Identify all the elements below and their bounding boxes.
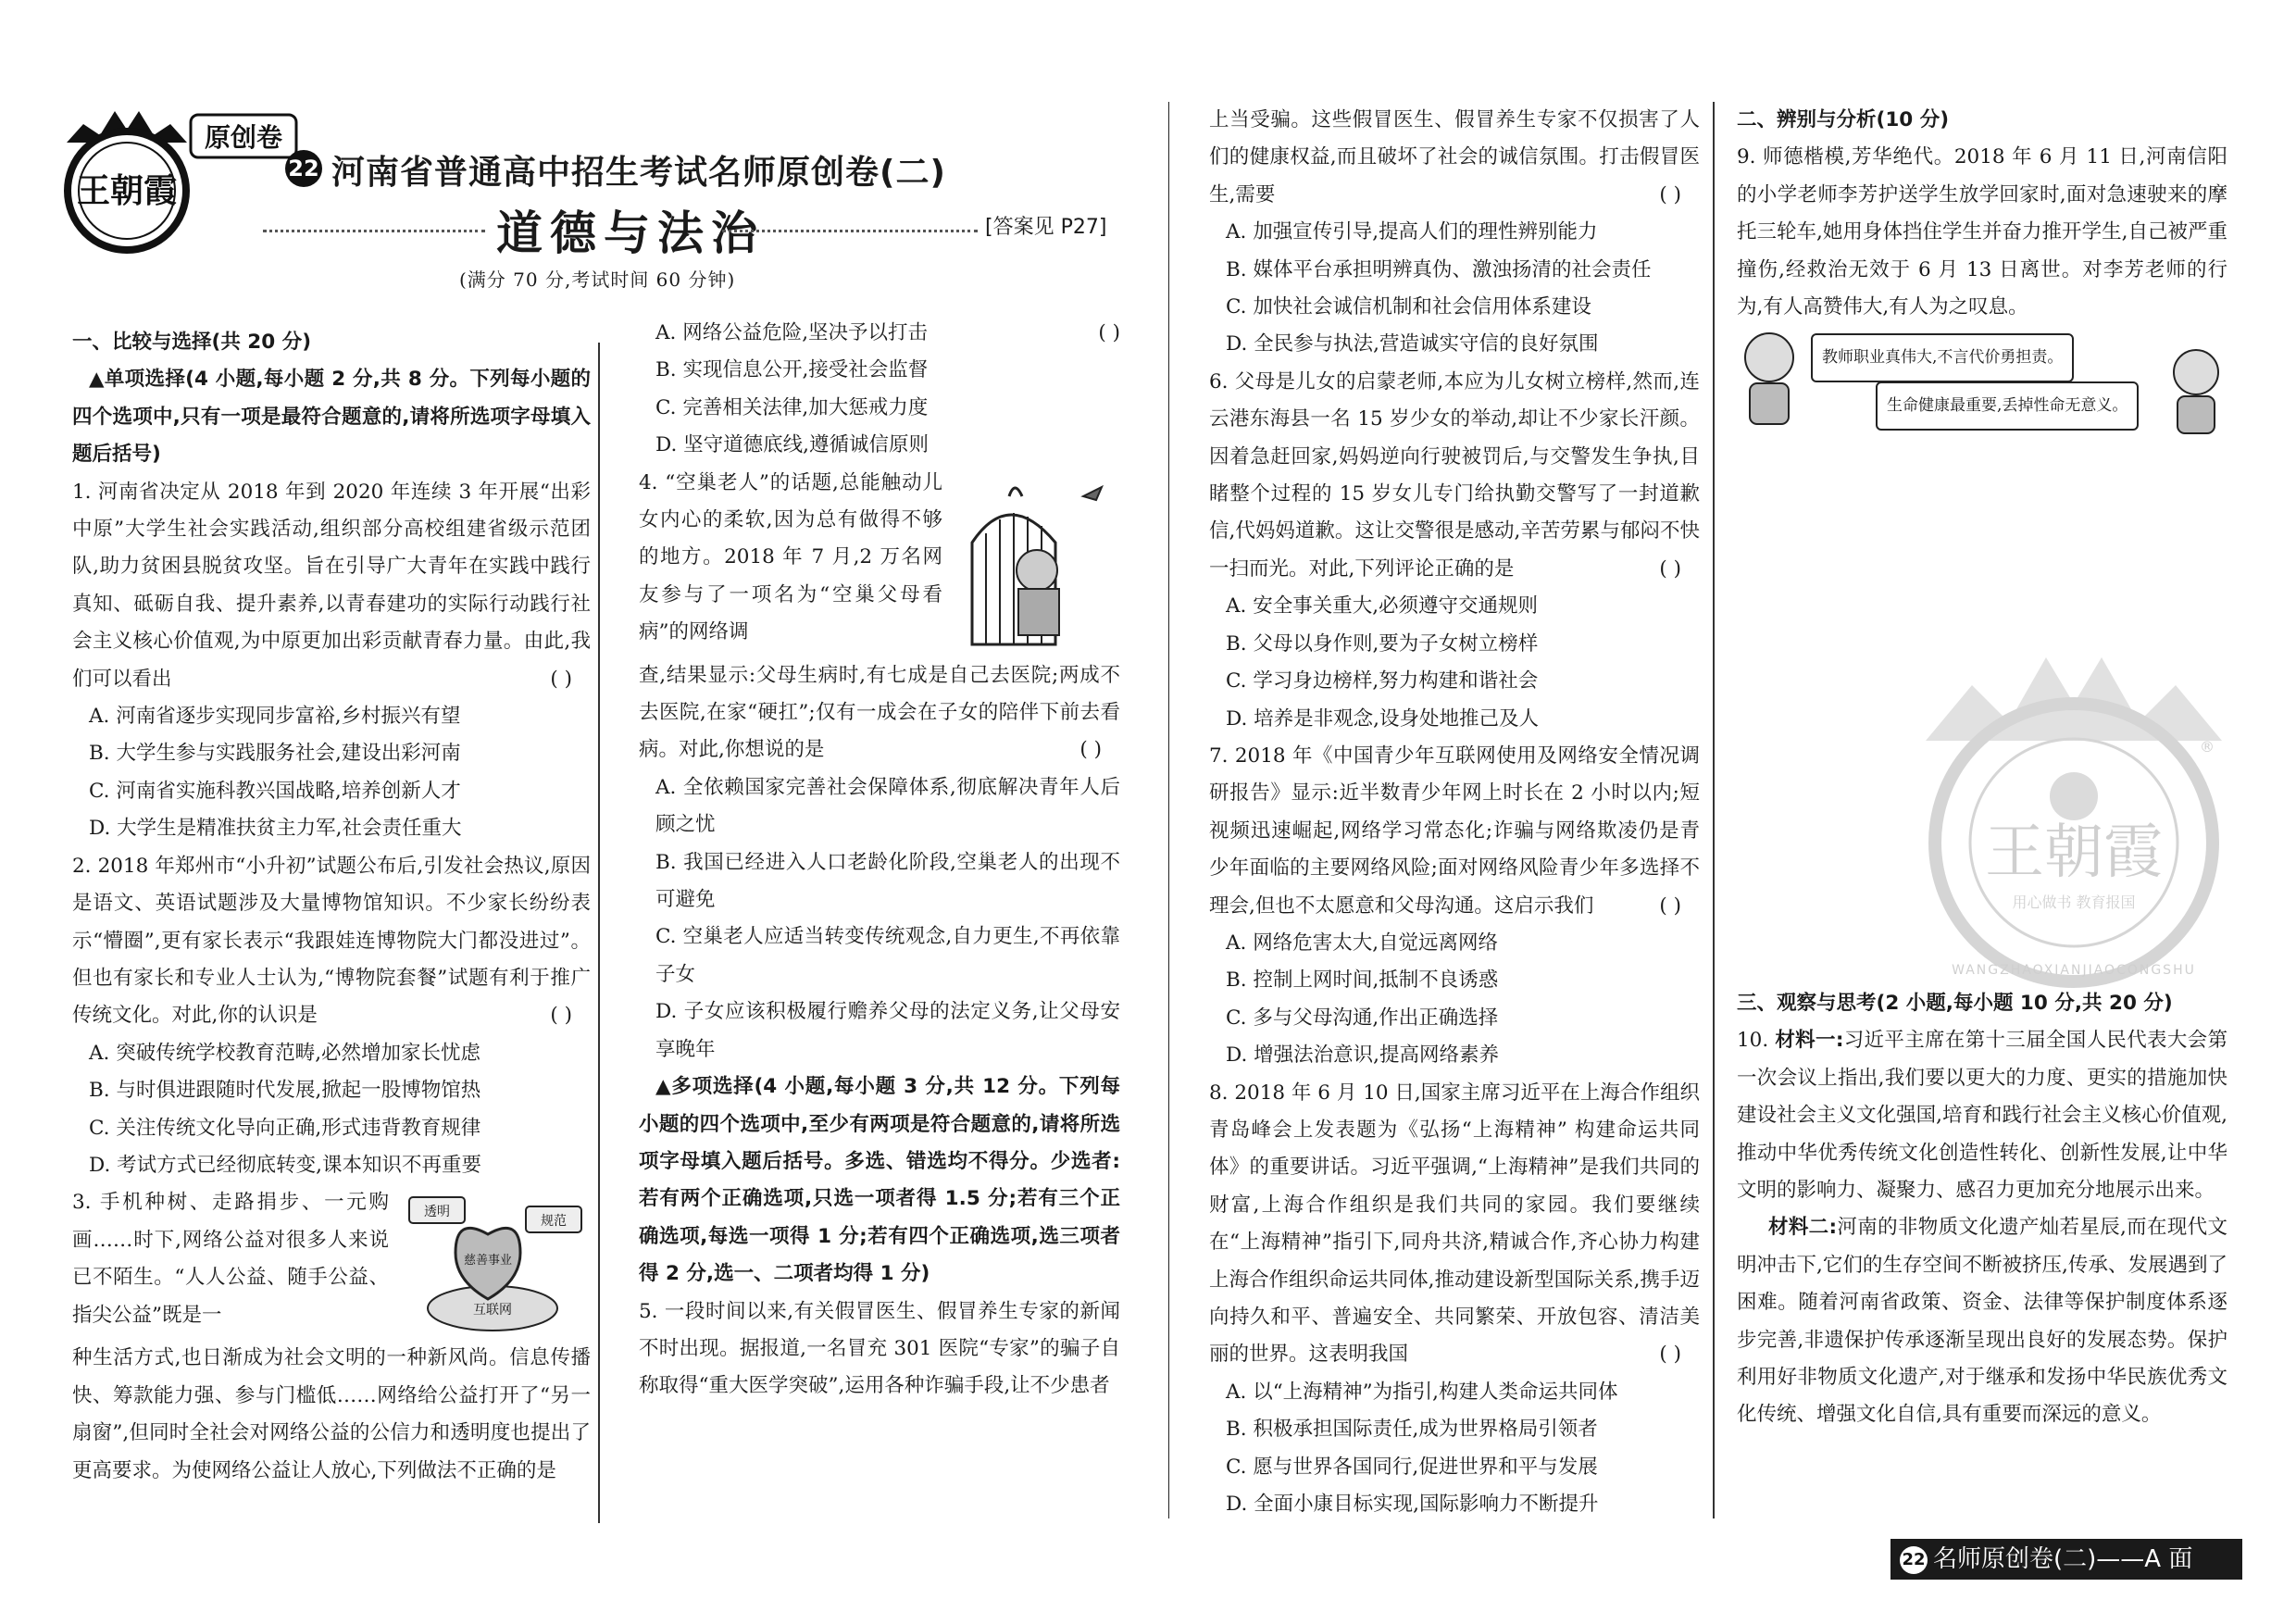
q8-option-b[interactable]: B. 积极承担国际责任,成为世界格局引领者 (1226, 1418, 1598, 1442)
q5-option-c[interactable]: C. 加快社会诚信机制和社会信用体系建设 (1226, 295, 1591, 319)
q3-option-a[interactable]: A. 网络公益危险,坚决予以打击 (655, 321, 929, 344)
question-5-stem-head: 5. 一段时间以来,有关假冒医生、假冒养生专家的新闻不时出现。据报道,一名冒充 301 医院“专家”的骗子自称取得“重大医学突破”,运用各种诈骗手段,让不少患者 (639, 1299, 1120, 1398)
q4-option-b[interactable]: B. 我国已经进入人口老龄化阶段,空巢老人的出现不可避免 (655, 850, 1120, 912)
brand-seal-logo (48, 98, 206, 256)
q7-option-d[interactable]: D. 增强法治意识,提高网络素养 (1226, 1043, 1499, 1068)
q5-option-a[interactable]: A. 加强宣传引导,提高人们的理性辨别能力 (1226, 220, 1598, 244)
q7-option-a[interactable]: A. 网络危害太大,自觉远离网络 (1226, 931, 1499, 955)
page-footer (1890, 1539, 2242, 1580)
label-standard: 规范 (541, 1214, 567, 1230)
watermark-ring-text: WANGZHAOXIANJIAOCONGSHU (1952, 963, 2196, 978)
empty-nest-illustration (954, 469, 1120, 654)
footer-paper-number: 22 (1900, 1546, 1928, 1574)
q5-option-d[interactable]: D. 全民参与执法,营造诚实守信的良好氛围 (1226, 332, 1599, 356)
answer-bracket[interactable]: ( ) (1659, 556, 1681, 581)
q6-option-c[interactable]: C. 学习身边榜样,努力构建和谐社会 (1226, 669, 1539, 694)
original-badge-text: 原创卷 (204, 122, 283, 153)
exam-info: (满分 70 分,考试时间 60 分钟) (459, 269, 736, 291)
original-badge (189, 109, 298, 163)
q7-option-c[interactable]: C. 多与父母沟通,作出正确选择 (1226, 1006, 1499, 1030)
q1-option-a[interactable]: A. 河南省逐步实现同步富裕,乡村振兴有望 (89, 705, 461, 729)
q9-dialogue-illustration (1737, 326, 2227, 437)
answer-bracket[interactable]: ( ) (1098, 321, 1120, 344)
q6-option-b[interactable]: B. 父母以身作则,要为子女树立榜样 (1226, 631, 1539, 656)
question-5-stem-tail: 上当受骗。这些假冒医生、假冒养生专家不仅损害了人们的健康权益,而且破坏了社会的诚信氛围。打击假冒医生,需要 ( ) (1209, 102, 1700, 214)
answer-bracket[interactable]: ( ) (1079, 738, 1102, 762)
publisher-watermark (1889, 630, 2259, 1000)
q7-option-b[interactable]: B. 控制上网时间,抵制不良诱惑 (1226, 968, 1499, 993)
q4-option-c[interactable]: C. 空巢老人应适当转变传统观念,自力更生,不再依靠子女 (655, 925, 1120, 986)
column-divider-1 (598, 343, 600, 1523)
q2-option-a[interactable]: A. 突破传统学校教育范畴,必然增加家长忧虑 (89, 1041, 481, 1065)
section-1-heading: 一、比较与选择(共 20 分) (72, 331, 312, 354)
boy-avatar-icon (2168, 344, 2224, 437)
question-8-stem: 8. 2018 年 6 月 10 日,国家主席习近平在上海合作组织青岛峰会上发表题为《弘扬“上海精神” 构建命运共同体》的重要讲话。习近平强调,“上海精神”是我们共同的财富,上海合作组织是我们共同的家园。我们要继续在“上海精神”指引下,同舟共济,精诚合作,齐心协力构建上海合作组织命运共同体,推动建设新型国际关系,携手迈向持久和平、普遍安全、共同繁荣、开放包容、清洁美丽的世界。这表明我国 ( ) (1209, 1075, 1700, 1374)
answer-bracket[interactable]: ( ) (1659, 182, 1681, 206)
q8-option-c[interactable]: C. 愿与世界各国同行,促进世界和平与发展 (1226, 1455, 1598, 1479)
answer-bracket[interactable]: ( ) (550, 667, 572, 691)
brand-name-text: 王朝霞 (76, 171, 178, 210)
internet-charity-illustration (400, 1188, 591, 1336)
q1-option-d[interactable]: D. 大学生是精准扶贫主力军,社会责任重大 (89, 817, 462, 841)
speech-bubble-2: 生命健康最重要,丢掉性命无意义。 (1876, 381, 2139, 430)
multi-choice-instructions: ▲多项选择(4 小题,每小题 3 分,共 12 分。下列每小题的四个选项中,至少有两项是符合题意的,请将所选项字母填入题后括号。多选、错选均不得分。少选者:若有两个正确选项,只选一项者得 1.5 分;若有三个正确选项,每选一项得 1 分;若有四个正确选项,选三项者得 2 分,选一、二项者均得 1 分) (639, 1075, 1120, 1286)
watermark-slogan: 用心做书 教育报国 (2012, 893, 2136, 911)
question-1-stem: 1. 河南省决定从 2018 年到 2020 年连续 3 年开展“出彩中原”大学生社会实践活动,组织部分高校组建省级示范团队,助力贫困县脱贫攻坚。旨在引导广大青年在实践中践行真知、砥砺自我、提升素养,以青春建功的实际行动践行社会主义核心价值观,为中原更加出彩贡献青春力量。由此,我们可以看出 ( ) (72, 474, 591, 698)
question-6-stem: 6. 父母是儿女的启蒙老师,本应为儿女树立榜样,然而,连云港东海县一名 15 岁少女的举动,却让不少家长汗颜。因着急赶回家,妈妈逆向行驶被罚后,与交警发生争执,目睹整个过程的 15 岁女儿专门给执勤交警写了一封道歉信,代妈妈道歉。这让交警很是感动,辛苦劳累与郁闷不快一扫而光。对此,下列评论正确的是 ( ) (1209, 364, 1700, 588)
column-divider-2 (1168, 102, 1169, 1518)
question-3-stem-tail: 种生活方式,也日渐成为社会文明的一种新风尚。信息传播快、筹款能力强、参与门槛低……网络给公益打开了“另一扇窗”,但同时全社会对网络公益的公信力和透明度也提出了更高要求。为使网络公益让人放心,下列做法不正确的是 (72, 1346, 591, 1482)
q3-option-d[interactable]: D. 坚守道德底线,遵循诚信原则 (655, 433, 929, 457)
title-divider-left (263, 230, 485, 232)
q10-number: 10. (1737, 1029, 1769, 1053)
q3-option-b[interactable]: B. 实现信息公开,接受社会监督 (655, 358, 929, 382)
q4-option-d[interactable]: D. 子女应该积极履行赡养父母的法定义务,让父母安享晚年 (655, 1000, 1120, 1061)
question-3-stem-head: 3. 手机种树、走路捐步、一元购画……时下,网络公益对很多人来说已不陌生。“人人公益、随手公益、指尖公益”既是一 (72, 1191, 389, 1327)
q6-option-d[interactable]: D. 培养是非观念,设身处地推己及人 (1226, 706, 1539, 731)
q5-option-b[interactable]: B. 媒体平台承担明辨真伪、激浊扬清的社会责任 (1226, 257, 1652, 281)
q2-option-b[interactable]: B. 与时俱进跟随时代发展,掀起一股博物馆热 (89, 1079, 481, 1103)
section-2-heading: 二、辨别与分析(10 分) (1737, 108, 1950, 131)
q4-option-a[interactable]: A. 全依赖国家完善社会保障体系,彻底解决青年人后顾之忧 (655, 775, 1120, 837)
q2-option-c[interactable]: C. 关注传统文化导向正确,形式违背教育规律 (89, 1116, 481, 1140)
material-2-label: 材料二: (1768, 1216, 1838, 1240)
section-3-heading: 三、观察与思考(2 小题,每小题 10 分,共 20 分) (1737, 992, 2173, 1015)
q2-option-d[interactable]: D. 考试方式已经彻底转变,课本知识不再重要 (89, 1153, 481, 1177)
question-9-stem: 9. 师德楷模,芳华绝代。2018 年 6 月 11 日,河南信阳的小学老师李芳护送学生放学回家时,面对急速驶来的摩托三轮车,她用身体挡住学生并奋力推开学生,自己被严重撞伤,经救治无效于 6 月 13 日离世。对李芳老师的行为,有人高赞伟大,有人为之叹息。 (1737, 145, 2227, 319)
material-1-label: 材料一: (1775, 1029, 1844, 1053)
answer-bracket[interactable]: ( ) (1659, 1343, 1681, 1367)
subject-title: 道德与法治 (496, 206, 765, 260)
watermark-registered-mark: ® (2200, 738, 2215, 756)
watermark-name: 王朝霞 (1985, 818, 2163, 887)
title-divider-right (722, 230, 978, 232)
column-4-lower (1737, 985, 2227, 1434)
question-4-stem-tail: 查,结果显示:父母生病时,有七成是自己去医院;两成不去医院,在家“硬扛”;仅有一成会在子女的陪伴下前去看病。对此,你想说的是 ( ) (639, 657, 1120, 769)
column-1 (72, 324, 591, 1490)
q3-option-c[interactable]: C. 完善相关法律,加大惩戒力度 (655, 395, 929, 419)
question-7-stem: 7. 2018 年《中国青少年互联网使用及网络安全情况调研报告》显示:近半数青少年网上时长在 2 小时以内;短视频迅速崛起,网络学习常态化;诈骗与网络欺凌仍是青少年面临的主要网络风险;面对网络风险青少年多选择不理会,但也不太愿意和父母沟通。这启示我们 ( ) (1209, 738, 1700, 925)
column-divider-3 (1713, 102, 1715, 1518)
label-charity: 慈善事业 (463, 1254, 513, 1268)
paper-number-badge: 22 (285, 150, 322, 187)
answer-bracket[interactable]: ( ) (1659, 893, 1681, 918)
q1-option-b[interactable]: B. 大学生参与实践服务社会,建设出彩河南 (89, 742, 461, 766)
q8-option-a[interactable]: A. 以“上海精神”为指引,构建人类命运共同体 (1226, 1380, 1618, 1404)
column-4 (1737, 102, 2227, 437)
q10-material-2: 材料二:河南的非物质文化遗产灿若星辰,而在现代文明冲击下,它们的生存空间不断被挤压,传承、发展遇到了困难。随着河南省政策、资金、法律等保护制度体系逐步完善,非遗保护传承逐渐呈现出良好的发展态势。保护利用好非物质文化遗产,对于继承和发扬中华民族优秀文化传统、增强文化自信,具有重要而深远的意义。 (1737, 1216, 2227, 1427)
q8-option-d[interactable]: D. 全面小康目标实现,国际影响力不断提升 (1226, 1493, 1599, 1517)
answer-bracket[interactable]: ( ) (550, 1004, 572, 1028)
column-2 (639, 315, 1120, 1406)
girl-avatar-icon (1737, 326, 1802, 428)
footer-text: 名师原创卷(二)——A 面 (1933, 1545, 2193, 1573)
q1-option-c[interactable]: C. 河南省实施科教兴国战略,培养创新人才 (89, 779, 461, 803)
question-2-stem: 2. 2018 年郑州市“小升初”试题公布后,引发社会热议,原因是语文、英语试题涉及大量博物馆知识。不少家长纷纷表示“懵圈”,更有家长表示“我跟娃连博物院大门都没进过”。但也有家长和专业人士认为,“博物院套餐”试题有利于推广传统文化。对此,你的认识是 ( ) (72, 848, 591, 1035)
paper-title: 河南省普通高中招生考试名师原创卷(二) (331, 154, 946, 192)
speech-bubble-1: 教师职业真伟大,不言代价勇担责。 (1811, 333, 2074, 381)
q6-option-a[interactable]: A. 安全事关重大,必须遵守交通规则 (1226, 594, 1539, 619)
single-choice-instructions: ▲单项选择(4 小题,每小题 2 分,共 8 分。下列每小题的四个选项中,只有一项是最符合题意的,请将所选项字母填入题后括号) (72, 368, 591, 467)
column-3 (1209, 102, 1700, 1523)
q10-material-1: 10. 材料一:习近平主席在第十三届全国人民代表大会第一次会议上指出,我们要以更大的力度、更实的措施加快建设社会主义文化强国,培育和践行社会主义核心价值观,推动中华优秀传统文化创造性转化、创新性发展,让中华文明的影响力、凝聚力、感召力更加充分地展示出来。 (1737, 1029, 2227, 1203)
label-transparent: 透明 (424, 1205, 450, 1220)
answer-reference: [答案见 P27] (985, 216, 1107, 239)
question-4-stem-head: 4. “空巢老人”的话题,总能触动儿女内心的柔软,因为总有做得不够的地方。2018 年 7 月,2 万名网友参与了一项名为“空巢父母看病”的网络调 (639, 470, 942, 644)
label-internet: 互联网 (473, 1303, 512, 1318)
